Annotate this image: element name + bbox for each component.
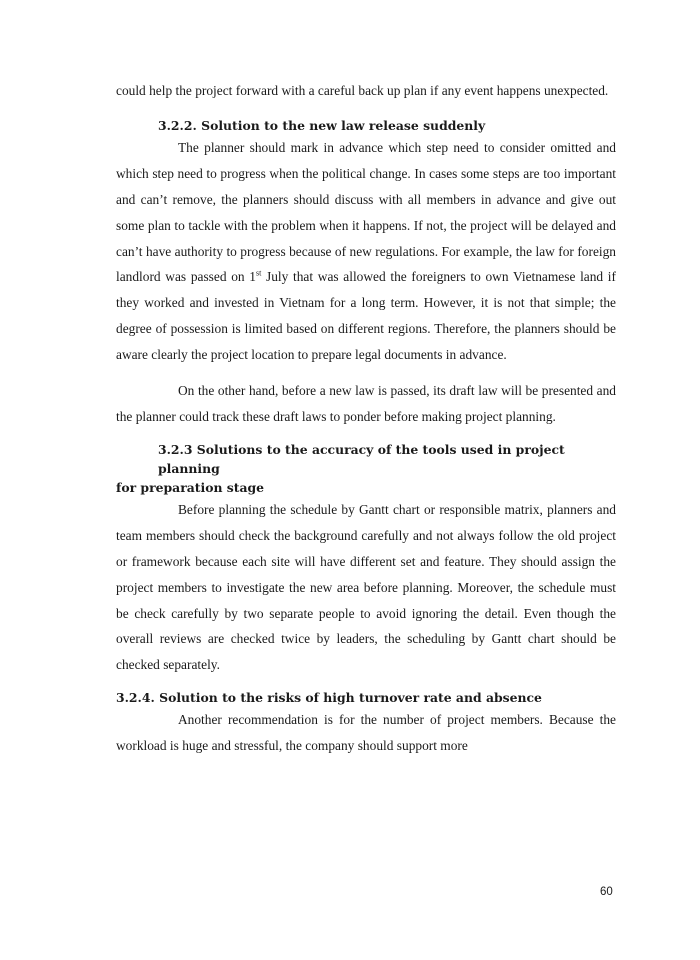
section-3-2-2-paragraph-2: On the other hand, before a new law is passed, its draft law will be presented and the planner could track these draft laws to ponder before making project planning. [116,383,616,424]
section-3-2-3-paragraph: Before planning the schedule by Gantt chart or responsible matrix, planners and team members should check the background carefully and not always follow the old project or framework because each site will have different set and feature. They should assign the project members to investigate the new area before planning. Moreover, the schedule must be check carefully by two separate people to avoid ignoring the detail. Even though the overall reviews are checked twice by leaders, the scheduling by Gantt chart should be checked separately. [116,501,616,673]
spacer [116,678,616,688]
opening-paragraph: could help the project forward with a careful back up plan if any event happens unexpected. [116,83,609,98]
paragraph-text: July that was allowed the foreigners to own Vietnamese land if they worked and invested in Vietnam for a long term. However, it is not that simple; the degree of possession is limited based on different regions. Therefore, the planners should be aware clearly the project location to prepare legal documents in advance. [116,269,616,363]
spacer [116,368,616,378]
document-page [116,78,616,759]
heading-line-2: for preparation stage [116,479,265,495]
page-number: 60 [600,886,613,898]
spacer [116,430,616,440]
section-3-2-2-paragraph-1 [116,135,616,368]
ordinal-superscript: st [255,268,262,278]
section-heading-3-2-3 [116,440,616,497]
section-heading-3-2-2: 3.2.2. Solution to the new law release suddenly [158,117,486,133]
paragraph-text: The planner should mark in advance which step need to consider omitted and which step need to progress when the political change. In cases some steps are too important and can’t remove, the planners should discuss with all members in advance and give out some plan to tackle with the problem when it happens. If not, the project will be delayed and can’t have authority to progress because of new regulations. For example, the law for foreign landlord was passed on 1 [116,139,616,285]
heading-line-1: 3.2.3 Solutions to the accuracy of the tools used in project planning [158,441,565,476]
section-heading-3-2-4: 3.2.4. Solution to the risks of high turnover rate and absence [116,690,542,706]
section-3-2-4-paragraph: Another recommendation is for the number of project members. Because the workload is huge and stressful, the company should support more [116,712,616,754]
spacer [116,104,616,116]
